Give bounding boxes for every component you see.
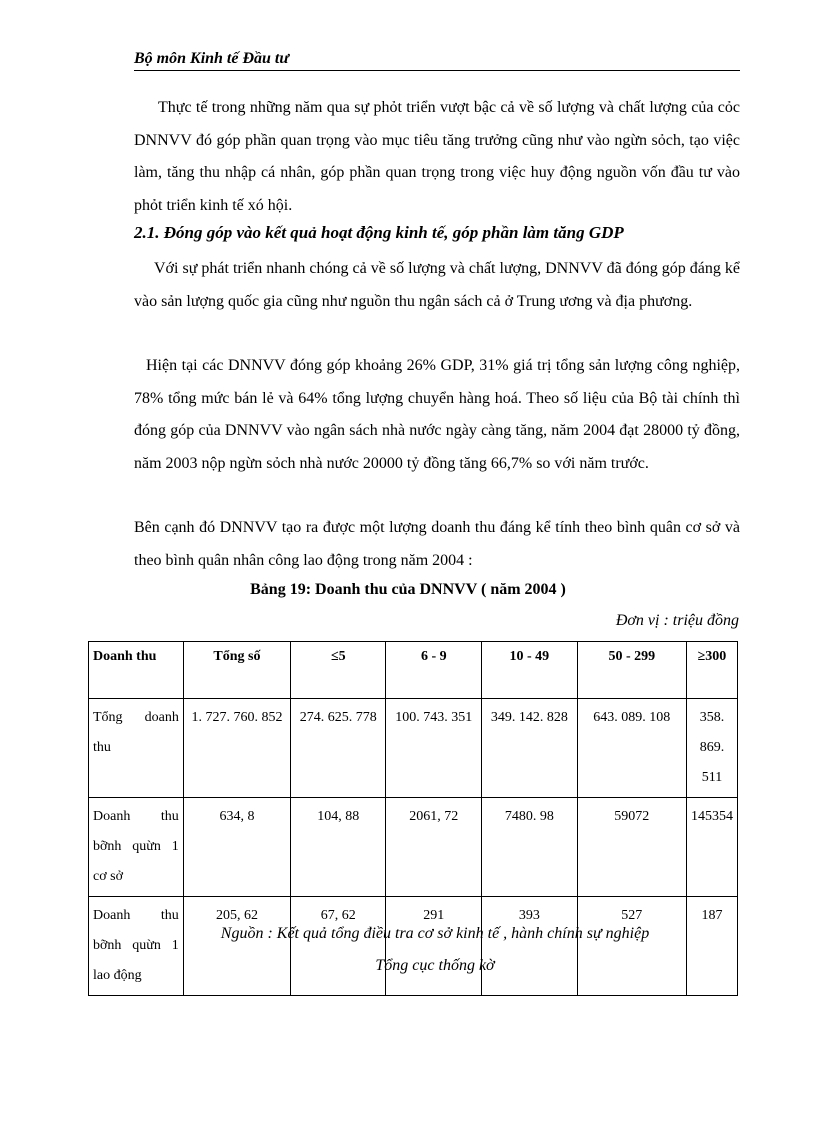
header-cell: Tổng số [183, 642, 290, 699]
table-cell: 100. 743. 351 [386, 699, 482, 798]
header-cell: ≤5 [291, 642, 386, 699]
row-label: Tổng doanh thu [89, 699, 184, 798]
table-cell: 291 [386, 897, 482, 996]
table-unit: Đơn vị : triệu đồng [615, 612, 739, 629]
table-header-row [89, 642, 738, 699]
row-label: Doanh thu bỡnh quừn 1 cơ sở [89, 798, 184, 897]
table-cell: 274. 625. 778 [291, 699, 386, 798]
table-cell: 59072 [577, 798, 686, 897]
table-cell: 145354 [686, 798, 737, 897]
table-row [89, 699, 738, 798]
header-cell: 6 - 9 [386, 642, 482, 699]
table-cell: 349. 142. 828 [482, 699, 578, 798]
page-header: Bộ môn Kinh tế Đầu tư [134, 50, 740, 71]
header-cell: 10 - 49 [482, 642, 578, 699]
table-cell: 527 [577, 897, 686, 996]
table-cell: 2061, 72 [386, 798, 482, 897]
table-cell: 643. 089. 108 [577, 699, 686, 798]
source-line-2: Tổng cục thống kờ [375, 957, 495, 974]
table-cell: 67, 62 [291, 897, 386, 996]
table-cell: 1. 727. 760. 852 [183, 699, 290, 798]
paragraph-3: Bên cạnh đó DNNVV tạo ra được một lượng doanh thu đáng kể tính theo bình quân cơ sở và theo bình quân nhân công lao động trong năm 2004 : [134, 519, 740, 569]
table-cell: 393 [482, 897, 578, 996]
table-cell: 358. 869. 511 [686, 699, 737, 798]
paragraph-2: Hiện tại các DNNVV đóng góp khoảng 26% GDP, 31% giá trị tổng sản lượng công nghiệp, 78% tổng mức bán lẻ và 64% tổng lượng chuyển hàng hoá. Theo số liệu của Bộ tài chính thì đóng góp của DNNVV vào ngân sách nhà nước ngày càng tăng, năm 2004 đạt 28000 tỷ đồng, năm 2003 nộp ngừn sỏch nhà nước 20000 tỷ đồng tăng 66,7% so với năm trước. [134, 357, 740, 472]
section-heading: 2.1. Đóng góp vào kết quả hoạt động kinh tế, góp phần làm tăng GDP [134, 223, 624, 242]
table-cell: 187 [686, 897, 737, 996]
source-line-1: Nguồn : Kết quả tổng điều tra cơ sở kinh tế , hành chính sự nghiệp [220, 925, 650, 942]
header-cell: Doanh thu [89, 642, 184, 699]
table-caption: Bảng 19: Doanh thu của DNNVV ( năm 2004 ) [250, 581, 566, 598]
table-cell: 205, 62 [183, 897, 290, 996]
paragraph-1: Với sự phát triển nhanh chóng cả về số lượng và chất lượng, DNNVV đã đóng góp đáng kể vào sản lượng quốc gia cũng như nguồn thu ngân sách cả ở Trung ương và địa phương. [134, 260, 740, 310]
header-cell: 50 - 299 [577, 642, 686, 699]
row-label: Doanh thu bỡnh quừn 1 lao động [89, 897, 184, 996]
table-cell: 7480. 98 [482, 798, 578, 897]
header-cell: ≥300 [686, 642, 737, 699]
table-row [89, 798, 738, 897]
table-cell: 634, 8 [183, 798, 290, 897]
table-cell: 104, 88 [291, 798, 386, 897]
intro-paragraph: Thực tế trong những năm qua sự phỏt triển vượt bậc cả về số lượng và chất lượng của cỏc DNNVV đó góp phần quan trọng vào mục tiêu tăng trưởng cũng như vào ngừn sỏch, tạo việc làm, tăng thu nhập cá nhân, góp phần quan trọng trong việc huy động nguồn vốn đầu tư vào phỏt triển kinh tế xó hội. [134, 99, 740, 214]
table-row [89, 897, 738, 996]
